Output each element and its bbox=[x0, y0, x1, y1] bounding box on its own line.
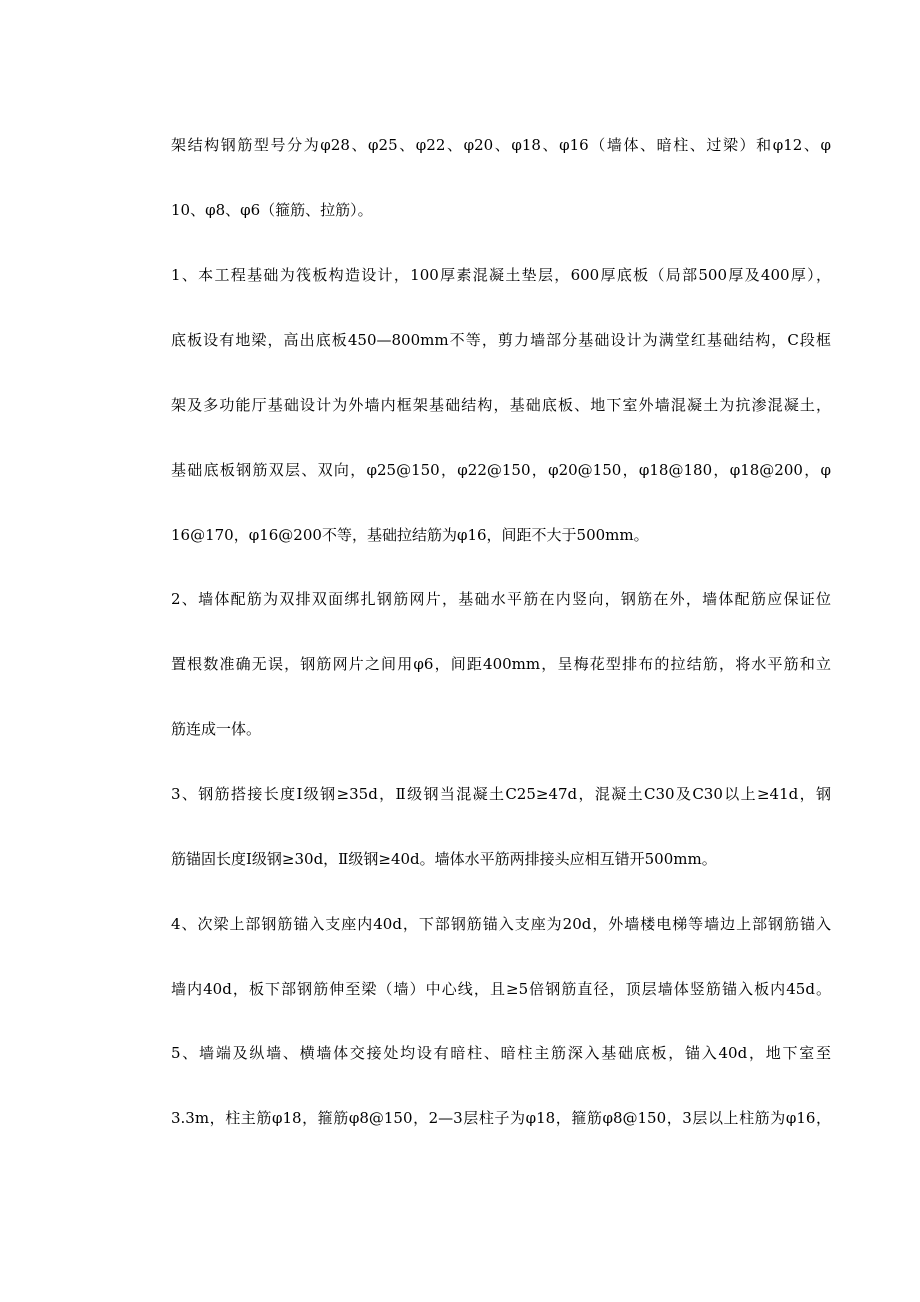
text-line: 16@170，φ16@200不等，基础拉结筋为φ16，间距不大于500mm。 bbox=[171, 526, 649, 544]
text-line: 3、钢筋搭接长度Ⅰ级钢≥35d，Ⅱ级钢当混凝土C25≥47d，混凝土C30及C30以上≥41d，钢 bbox=[171, 785, 831, 803]
text-line: 置根数准确无误，钢筋网片之间用φ6，间距400mm，呈梅花型排布的拉结筋，将水平筋和立 bbox=[171, 655, 831, 673]
text-line: 基础底板钢筋双层、双向，φ25@150，φ22@150，φ20@150，φ18@180，φ18@200，φ bbox=[171, 461, 831, 479]
text-line: 3.3m，柱主筋φ18，箍筋φ8@150，2—3层柱子为φ18，箍筋φ8@150，3层以上柱筋为φ16， bbox=[171, 1109, 831, 1127]
text-line: 筋连成一体。 bbox=[171, 720, 262, 738]
text-line: 架及多功能厅基础设计为外墙内框架基础结构，基础底板、地下室外墙混凝土为抗渗混凝土， bbox=[171, 396, 831, 414]
text-line: 墙内40d，板下部钢筋伸至梁（墙）中心线，且≥5倍钢筋直径，顶层墙体竖筋锚入板内45d。 bbox=[171, 980, 831, 998]
text-line: 10、φ8、φ6（箍筋、拉筋）。 bbox=[171, 201, 373, 219]
text-line: 4、次梁上部钢筋锚入支座内40d，下部钢筋锚入支座为20d，外墙楼电梯等墙边上部钢筋锚入 bbox=[171, 915, 831, 933]
text-line: 底板设有地梁，高出底板450—800mm不等，剪力墙部分基础设计为满堂红基础结构，C段框 bbox=[171, 331, 831, 349]
text-line: 2、墙体配筋为双排双面绑扎钢筋网片，基础水平筋在内竖向，钢筋在外，墙体配筋应保证位 bbox=[171, 590, 831, 608]
text-line: 1、本工程基础为筏板构造设计，100厚素混凝土垫层，600厚底板（局部500厚及400厚）， bbox=[171, 266, 831, 284]
text-line: 架结构钢筋型号分为φ28、φ25、φ22、φ20、φ18、φ16（墙体、暗柱、过梁）和φ12、φ bbox=[171, 136, 831, 154]
text-line: 筋锚固长度Ⅰ级钢≥30d，Ⅱ级钢≥40d。墙体水平筋两排接头应相互错开500mm。 bbox=[171, 850, 717, 868]
text-line: 5、墙端及纵墙、横墙体交接处均设有暗柱、暗柱主筋深入基础底板，锚入40d，地下室至 bbox=[171, 1044, 831, 1062]
